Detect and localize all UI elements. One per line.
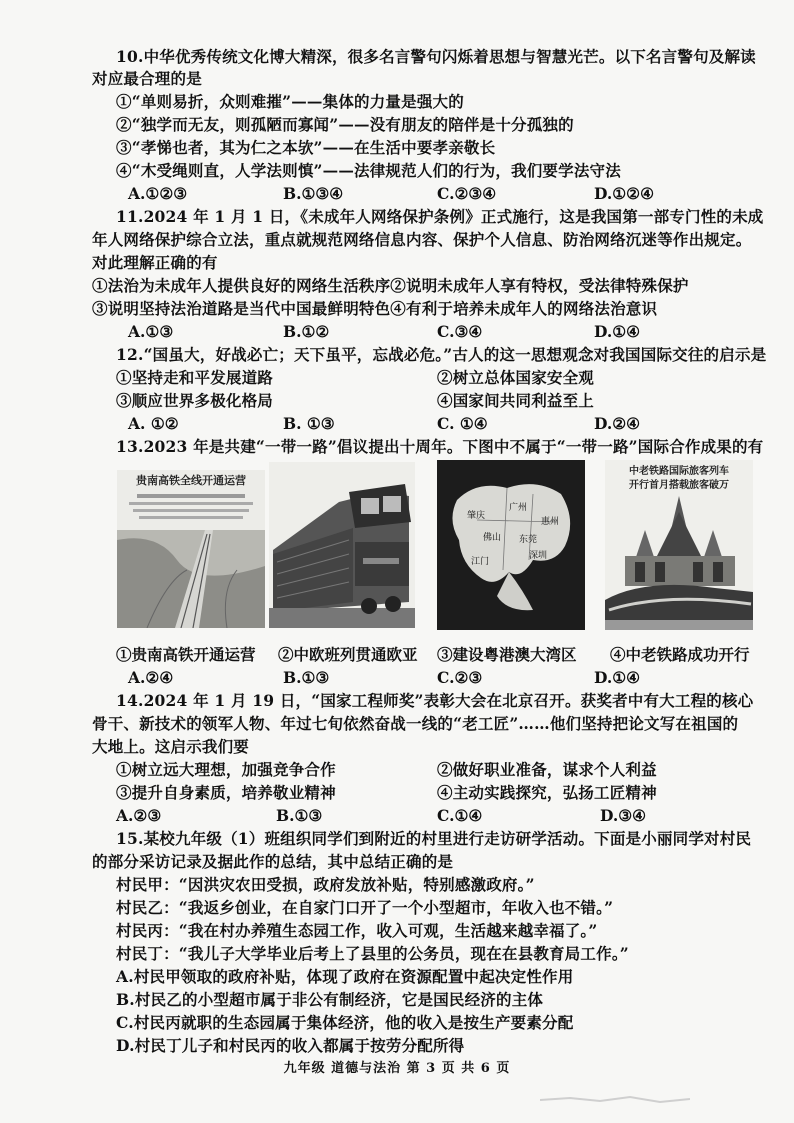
q11-stem-line2: 年人网络保护综合立法，重点就规范网络信息内容、保护个人信息、防治网络沉迷等作出规定。 <box>92 230 752 249</box>
q12-option-b: B. ①③ <box>283 414 335 433</box>
q15-option-c: C.村民丙就职的生态园属于集体经济，他的收入是按生产要素分配 <box>116 1013 574 1032</box>
q10-option-c: C.②③④ <box>437 184 497 203</box>
q13-stem: 13.2023 年是共建“一带一路”倡议提出十周年。下图中不属于“一带一路”国际合作成果的有 <box>116 437 764 456</box>
q10-option-a: A.①②③ <box>128 184 188 203</box>
figure-bay-area-map <box>437 460 585 630</box>
map-label-foshan: 佛山 <box>483 533 502 543</box>
figure-guinan-railway <box>117 470 265 628</box>
q15-record-4: 村民丁：“我儿子大学毕业后考上了县里的公务员，现在在县教育局工作。” <box>116 944 629 963</box>
q10-item-1: ①“单则易折，众则难摧”——集体的力量是强大的 <box>116 92 464 111</box>
fig1-title: 贵南高铁全线开通运营 <box>136 474 246 487</box>
q15-stem-line2: 的部分采访记录及据此作的总结，其中总结正确的是 <box>92 852 454 871</box>
fig4-title-line1: 中老铁路国际旅客列车 <box>629 466 729 477</box>
q11-stem-line3: 对此理解正确的有 <box>92 253 218 272</box>
q11-option-c: C.③④ <box>437 322 483 341</box>
q12-option-c: C. ①④ <box>437 414 488 433</box>
q14-stem-line1: 14.2024 年 1 月 19 日，“国家工程师奖”表彰大会在北京召开。获奖者中有大工程的核心 <box>116 691 754 710</box>
q13-caption-2: ②中欧班列贯通欧亚 <box>278 645 418 664</box>
q14-stem-line2: 骨干、新技术的领军人物、年过七旬依然奋战一线的“老工匠”……他们坚持把论文写在祖国的 <box>92 714 739 733</box>
q13-caption-4: ④中老铁路成功开行 <box>610 645 750 664</box>
q15-option-b: B.村民乙的小型超市属于非公有制经济，它是国民经济的主体 <box>116 990 544 1009</box>
q14-item-2: ②做好职业准备，谋求个人利益 <box>437 760 657 779</box>
figure-freight-train <box>269 462 415 628</box>
q15-record-1: 村民甲：“因洪灾农田受损，政府发放补贴，特别感激政府。” <box>116 875 535 894</box>
q10-stem-line2: 对应最合理的是 <box>92 69 202 88</box>
q13-option-a: A.②④ <box>128 668 174 687</box>
q12-item-2: ②树立总体国家安全观 <box>437 368 595 387</box>
map-label-jiangmen: 江门 <box>471 557 490 567</box>
q14-item-3: ③提升自身素质，培养敬业精神 <box>116 783 336 802</box>
q15-record-2: 村民乙：“我返乡创业，在自家门口开了一个小型超市，年收入也不错。” <box>116 898 614 917</box>
q12-option-d: D.②④ <box>594 414 641 433</box>
map-label-guangzhou: 广州 <box>509 503 528 513</box>
q13-option-b: B.①③ <box>283 668 330 687</box>
q14-option-c: C.①④ <box>437 806 483 825</box>
figure-china-laos-railway <box>605 460 753 630</box>
q10-option-d: D.①②④ <box>594 184 654 203</box>
q10-item-2: ②“独学而无友，则孤陋而寡闻”——没有朋友的陪伴是十分孤独的 <box>116 115 574 134</box>
q10-option-b: B.①③④ <box>283 184 344 203</box>
q13-option-c: C.②③ <box>437 668 483 687</box>
q10-item-4: ④“木受绳则直，人学法则慎”——法律规范人们的行为，我们要学法守法 <box>116 161 621 180</box>
map-label-shenzhen: 深圳 <box>529 551 548 561</box>
q13-caption-1: ①贵南高铁开通运营 <box>116 645 256 664</box>
q14-item-1: ①树立远大理想，加强竞争合作 <box>116 760 336 779</box>
q14-option-b: B.①③ <box>276 806 323 825</box>
q11-option-a: A.①③ <box>128 322 174 341</box>
q13-caption-3: ③建设粤港澳大湾区 <box>437 645 577 664</box>
q12-item-4: ④国家间共同利益至上 <box>437 391 595 410</box>
q14-option-a: A.②③ <box>116 806 162 825</box>
q14-stem-line3: 大地上。这启示我们要 <box>92 737 250 756</box>
q12-item-1: ①坚持走和平发展道路 <box>116 368 274 387</box>
fig4-title-line2: 开行首月搭载旅客破万 <box>629 480 729 491</box>
q14-option-d: D.③④ <box>600 806 647 825</box>
q14-item-4: ④主动实践探究，弘扬工匠精神 <box>437 783 657 802</box>
map-label-zhaoqing: 肇庆 <box>467 511 486 521</box>
q11-stem-line1: 11.2024 年 1 月 1 日，《未成年人网络保护条例》正式施行，这是我国第一部专门性的未成 <box>116 207 764 226</box>
q11-option-b: B.①② <box>283 322 330 341</box>
q12-option-a: A. ①② <box>128 414 179 433</box>
q11-items-line2: ③说明坚持法治道路是当代中国最鲜明特色④有利于培养未成年人的网络法治意识 <box>92 299 658 318</box>
q11-option-d: D.①④ <box>594 322 641 341</box>
q10-item-3: ③“孝悌也者，其为仁之本欤”——在生活中要孝亲敬长 <box>116 138 496 157</box>
page-footer: 九年级 道德与法治 第 3 页 共 6 页 <box>283 1061 511 1076</box>
q15-stem-line1: 15.某校九年级（1）班组织同学们到附近的村里进行走访研学活动。下面是小丽同学对村民 <box>116 829 752 848</box>
q13-option-d: D.①④ <box>594 668 641 687</box>
q10-stem-line1: 10.中华优秀传统文化博大精深，很多名言警句闪烁着思想与智慧光芒。以下名言警句及解读 <box>116 47 756 66</box>
q15-record-3: 村民丙：“我在村办养殖生态园工作，收入可观，生活越来越幸福了。” <box>116 921 598 940</box>
map-label-dongguan: 东莞 <box>519 535 538 545</box>
q11-items-line1: ①法治为未成年人提供良好的网络生活秩序②说明未成年人享有特权，受法律特殊保护 <box>92 276 689 295</box>
q12-item-3: ③顺应世界多极化格局 <box>116 391 274 410</box>
map-label-huizhou: 惠州 <box>541 517 560 527</box>
q15-option-a: A.村民甲领取的政府补贴，体现了政府在资源配置中起决定性作用 <box>116 967 574 986</box>
q15-option-d: D.村民丁儿子和村民丙的收入都属于按劳分配所得 <box>116 1036 465 1055</box>
q12-stem: 12.“国虽大，好战必亡；天下虽平，忘战必危。”古人的这一思想观念对我国国际交往的启示是 <box>116 345 767 364</box>
scan-smudge <box>540 1093 690 1107</box>
